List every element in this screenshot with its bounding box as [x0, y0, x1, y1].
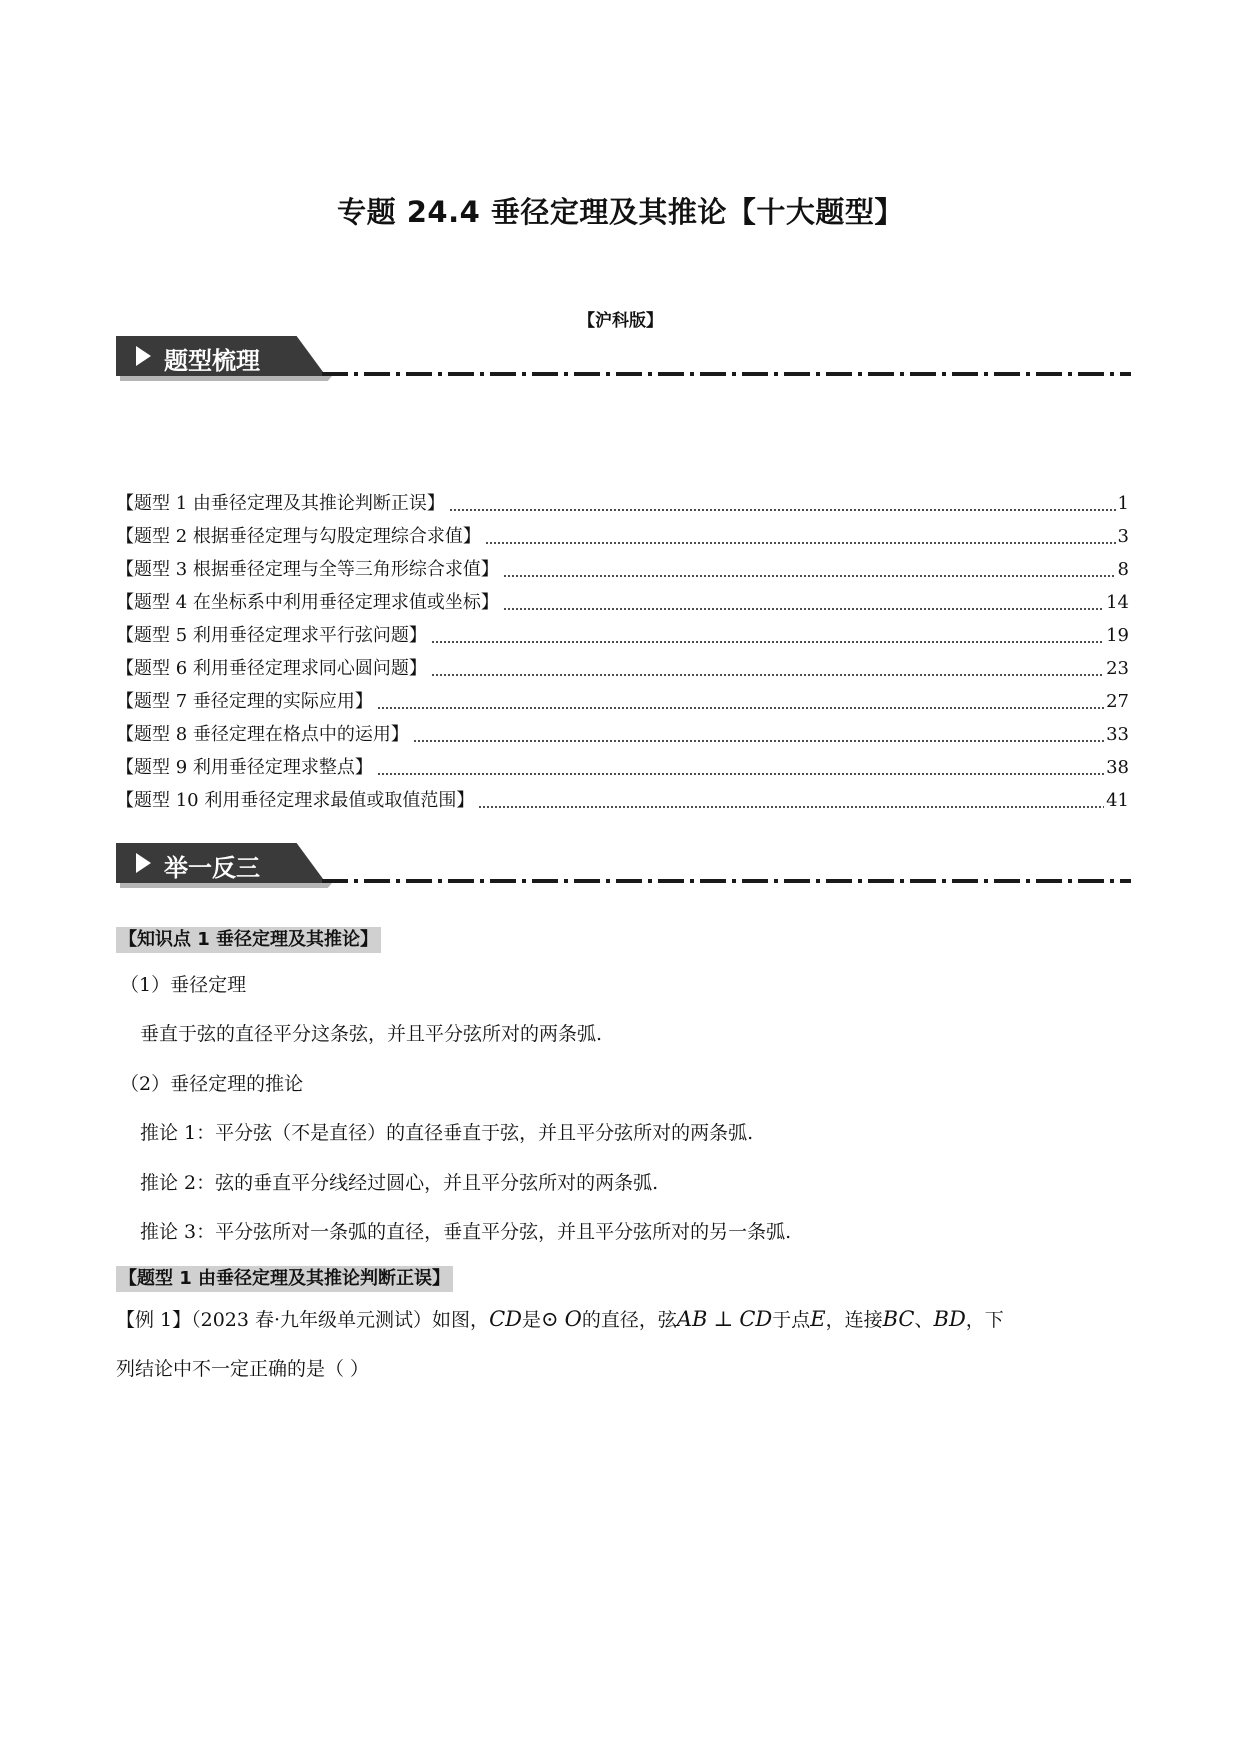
toc-entry-label: 【题型 3 根据垂径定理与全等三角形综合求值】	[116, 559, 499, 580]
toc-entry-page: 27	[1106, 691, 1129, 712]
practice-banner	[116, 843, 1131, 895]
example-text: ，连接	[825, 1309, 883, 1331]
toc-entry-label: 【题型 4 在坐标系中利用垂径定理求值或坐标】	[116, 592, 499, 613]
toc-entry-page: 19	[1106, 625, 1129, 646]
theorem-text: 垂直于弦的直径平分这条弦，并且平分弦所对的两条弧.	[140, 1023, 603, 1045]
toc-dot-leader	[478, 806, 1104, 808]
toc-entry-label: 【题型 2 根据垂径定理与勾股定理综合求值】	[116, 526, 481, 547]
math-ab: AB	[676, 1307, 708, 1331]
dash-dot-divider	[322, 372, 1131, 376]
example-text: 是	[521, 1309, 541, 1331]
math-o: O	[564, 1307, 582, 1331]
knowledge-point-title: 【知识点 1 垂径定理及其推论】	[116, 927, 381, 953]
math-bd: BD	[933, 1307, 966, 1331]
practice-banner-title: 举一反三	[164, 854, 260, 882]
toc-entry[interactable]	[116, 747, 1129, 780]
toc-entry[interactable]	[116, 549, 1129, 582]
toc-entry[interactable]	[116, 681, 1129, 714]
toc-entry-label: 【题型 10 利用垂径定理求最值或取值范围】	[116, 790, 475, 811]
toc-entry[interactable]	[116, 615, 1129, 648]
toc-entry-page: 14	[1106, 592, 1129, 613]
banner-shadow	[120, 883, 332, 888]
math-e: E	[810, 1307, 826, 1331]
toc-entry-page: 1	[1117, 493, 1129, 514]
toc-entry-page: 38	[1106, 757, 1129, 778]
toc-entry-label: 【题型 8 垂径定理在格点中的运用】	[116, 724, 409, 745]
corollary-1: 推论 1：平分弦（不是直径）的直径垂直于弦，并且平分弦所对的两条弧.	[140, 1122, 754, 1144]
toc-dot-leader	[377, 773, 1104, 775]
toc-banner-title: 题型梳理	[164, 347, 260, 375]
toc-entry-label: 【题型 9 利用垂径定理求整点】	[116, 757, 373, 778]
circle-symbol: ⊙	[540, 1307, 559, 1331]
corollary-3: 推论 3：平分弦所对一条弧的直径，垂直平分弦，并且平分弦所对的另一条弧.	[140, 1221, 792, 1243]
corollary-heading: （2）垂径定理的推论	[120, 1073, 304, 1095]
dash-dot-divider	[322, 879, 1131, 883]
example-text: 、	[914, 1309, 934, 1331]
example-prefix: 【例 1】（2023 春·九年级单元测试）如图，	[116, 1309, 490, 1331]
toc-entry[interactable]	[116, 516, 1129, 549]
play-arrow-icon	[136, 346, 151, 366]
toc-dot-leader	[485, 542, 1116, 544]
example-text: 的直径，弦	[581, 1309, 677, 1331]
toc-entry-page: 41	[1106, 790, 1129, 811]
question-type-title: 【题型 1 由垂径定理及其推论判断正误】	[116, 1266, 453, 1292]
toc-dot-leader	[449, 509, 1116, 511]
corollary-2: 推论 2：弦的垂直平分线经过圆心，并且平分弦所对的两条弧.	[140, 1172, 659, 1194]
toc-entry[interactable]	[116, 582, 1129, 615]
math-bc: BC	[882, 1307, 915, 1331]
math-cd: CD	[489, 1307, 522, 1331]
page-title: 专题 24.4 垂径定理及其推论【十大题型】	[337, 195, 904, 229]
toc-dot-leader	[503, 575, 1116, 577]
toc-entry-page: 8	[1117, 559, 1129, 580]
toc-dot-leader	[413, 740, 1104, 742]
toc-dot-leader	[377, 707, 1104, 709]
example-text: 于点	[772, 1309, 811, 1331]
toc-entry[interactable]	[116, 714, 1129, 747]
toc-entry-label: 【题型 5 利用垂径定理求平行弦问题】	[116, 625, 427, 646]
toc-dot-leader	[503, 608, 1104, 610]
toc-entry-page: 23	[1106, 658, 1129, 679]
table-of-contents	[116, 483, 1129, 813]
banner-shadow	[120, 376, 332, 381]
math-cd: CD	[739, 1307, 773, 1331]
edition-label: 【沪科版】	[578, 311, 663, 331]
toc-entry-label: 【题型 1 由垂径定理及其推论判断正误】	[116, 493, 445, 514]
example-1-line-1	[116, 1304, 1004, 1335]
example-1-line-2: 列结论中不一定正确的是（ ）	[116, 1358, 370, 1380]
toc-dot-leader	[431, 674, 1104, 676]
toc-banner	[116, 336, 1131, 388]
toc-entry[interactable]	[116, 483, 1129, 516]
toc-entry[interactable]	[116, 648, 1129, 681]
play-arrow-icon	[136, 853, 151, 873]
example-text: ，下	[965, 1309, 1004, 1331]
toc-dot-leader	[431, 641, 1104, 643]
toc-entry-page: 3	[1117, 526, 1129, 547]
toc-entry-label: 【题型 7 垂径定理的实际应用】	[116, 691, 373, 712]
toc-entry[interactable]	[116, 780, 1129, 813]
toc-entry-label: 【题型 6 利用垂径定理求同心圆问题】	[116, 658, 427, 679]
toc-entry-page: 33	[1106, 724, 1129, 745]
theorem-heading: （1）垂径定理	[120, 974, 247, 996]
perpendicular-symbol: ⊥	[713, 1307, 734, 1331]
